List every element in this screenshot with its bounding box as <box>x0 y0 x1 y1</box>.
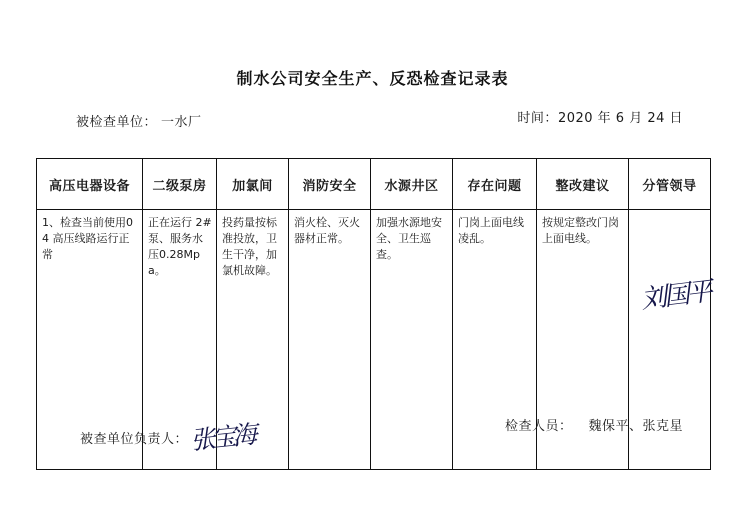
page-title: 制水公司安全生产、反恐检查记录表 <box>236 69 509 88</box>
column-header-supervising-leader: 分管领导 <box>629 159 711 210</box>
inspector-line <box>505 415 683 434</box>
cell-rectification-advice-text: 按规定整改门岗上面电线。 <box>542 216 619 245</box>
inspector-label: 检查人员： <box>504 419 573 434</box>
inspection-date-value: 2020 年 6 月 24 日 <box>557 111 683 126</box>
cell-chlorination-room-text: 投药量按标准投放，卫生干净，加氯机故障。 <box>222 216 277 277</box>
column-header-high-voltage: 高压电器设备 <box>37 159 143 210</box>
responsible-person-label: 被查单位负责人： <box>80 432 189 447</box>
cell-water-source-well-text: 加强水源地安全、卫生巡查。 <box>376 216 442 261</box>
leader-signature: 刘国平 <box>639 276 712 316</box>
column-header-rectification-advice: 整改建议 <box>537 159 629 210</box>
column-header-existing-problems: 存在问题 <box>453 159 537 210</box>
cell-fire-safety-text: 消火栓、灭火器材正常。 <box>294 216 360 245</box>
responsible-person-signature: 张宝海 <box>189 419 255 456</box>
column-header-chlorination-room: 加氯间 <box>217 159 289 210</box>
document-footer <box>0 412 745 456</box>
inspected-unit-label: 被检查单位： <box>76 115 158 130</box>
column-header-pump-room: 二级泵房 <box>143 159 217 210</box>
inspected-unit-value: 一水厂 <box>161 115 202 130</box>
column-header-water-source-well: 水源井区 <box>371 159 453 210</box>
cell-pump-room-text: 正在运行 2#泵、服务水压0.28Mpa。 <box>148 216 212 277</box>
inspector-names: 魏保平、张克星 <box>588 419 683 434</box>
inspection-date <box>517 107 683 126</box>
cell-existing-problems-text: 门岗上面电线凌乱。 <box>458 216 524 245</box>
inspected-unit <box>76 111 202 130</box>
inspection-date-label: 时间： <box>517 111 558 126</box>
responsible-person-line <box>80 415 255 456</box>
column-header-fire-safety: 消防安全 <box>289 159 371 210</box>
cell-high-voltage-text: 1、检查当前使用04 高压线路运行正常 <box>42 216 133 261</box>
table-header-row <box>37 159 711 210</box>
